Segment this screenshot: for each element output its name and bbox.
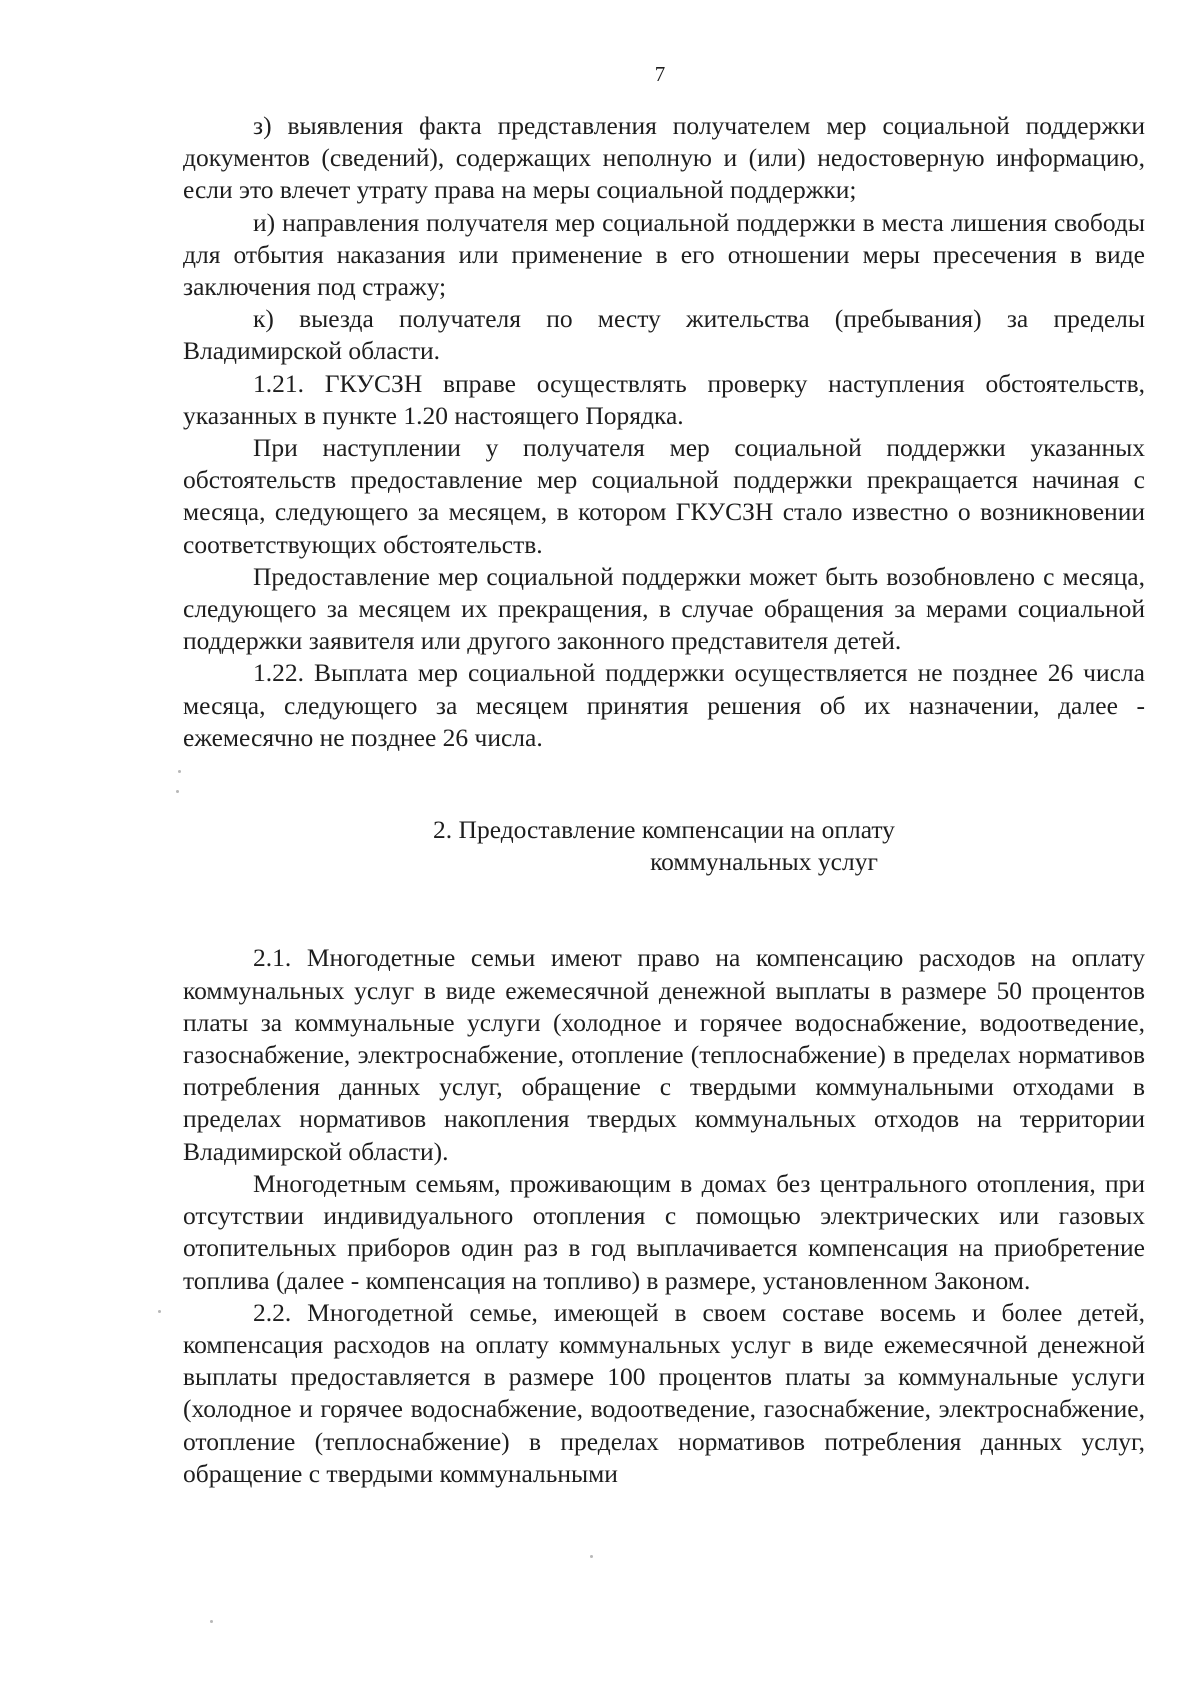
paragraph-k: к) выезда получателя по месту жительства (пребывания) за пределы Владимирской области. xyxy=(183,304,1145,366)
paragraph-termination: При наступлении у получателя мер социальной поддержки указанных обстоятельств предоставление мер социальной поддержки прекращается начиная с месяца, следующего за месяцем, в котором ГКУСЗН стало известно о возникновении соответствующих обстоятельств. xyxy=(183,433,1145,559)
scan-speck xyxy=(178,770,181,773)
section-heading xyxy=(183,814,1145,878)
scan-speck xyxy=(158,1310,161,1313)
paragraph-2-2: 2.2. Многодетной семье, имеющей в своем составе восемь и более детей, компенсация расходов на оплату коммунальных услуг в виде ежемесячной денежной выплаты предоставляется в размере 100 процентов платы за коммунальные услуги (холодное и горячее водоснабжение, водоотведение, газоснабжение, электроснабжение, отопление (теплоснабжение) в пределах нормативов потребления данных услуг, обращение с твердыми коммунальными xyxy=(183,1297,1145,1488)
scan-speck xyxy=(210,1620,213,1623)
paragraph-2-1: 2.1. Многодетные семьи имеют право на компенсацию расходов на оплату коммунальных услуг в виде ежемесячной денежной выплаты в размере 50 процентов платы за коммунальные услуги (холодное и горячее водоснабжение, водоотведение, газоснабжение, электроснабжение, отопление (теплоснабжение) в пределах нормативов потребления данных услуг, обращение с твердыми коммунальными отходами в пределах нормативов накопления твердых коммунальных отходов на территории Владимирской области). xyxy=(183,943,1145,1166)
scan-speck xyxy=(176,790,179,793)
document-body xyxy=(183,110,1145,1490)
paragraph-z: з) выявления факта представления получателем мер социальной поддержки документов (сведений), содержащих неполную и (или) недостоверную информацию, если это влечет утрату права на меры социальной поддержки; xyxy=(183,111,1145,205)
paragraph-1-21: 1.21. ГКУСЗН вправе осуществлять проверку наступления обстоятельств, указанных в пункте 1.20 настоящего Порядка. xyxy=(183,368,1145,430)
paragraph-fuel-compensation: Многодетным семьям, проживающим в домах без центрального отопления, при отсутствии индивидуального отопления с помощью электрических или газовых отопительных приборов один раз в год выплачивается компенсация на приобретение топлива (далее - компенсация на топливо) в размере, установленном Законом. xyxy=(183,1168,1145,1295)
paragraph-1-22: 1.22. Выплата мер социальной поддержки осуществляется не позднее 26 числа месяца, следующего за месяцем принятия решения об их назначении, далее - ежемесячно не позднее 26 числа. xyxy=(183,658,1145,752)
page-number: 7 xyxy=(654,62,666,86)
paragraph-i: и) направления получателя мер социальной поддержки в места лишения свободы для отбытия наказания или применение в его отношении меры пресечения в виде заключения под стражу; xyxy=(183,207,1145,302)
scan-speck xyxy=(590,1555,593,1558)
section-heading-line-1: 2. Предоставление компенсации на оплату xyxy=(433,815,895,845)
paragraph-resumption: Предоставление мер социальной поддержки может быть возобновлено с месяца, следующего за месяцем их прекращения, в случае обращения за мерами социальной поддержки заявителя или другого законного представителя детей. xyxy=(183,561,1145,656)
section-heading-line-2: коммунальных услуг xyxy=(650,847,878,877)
